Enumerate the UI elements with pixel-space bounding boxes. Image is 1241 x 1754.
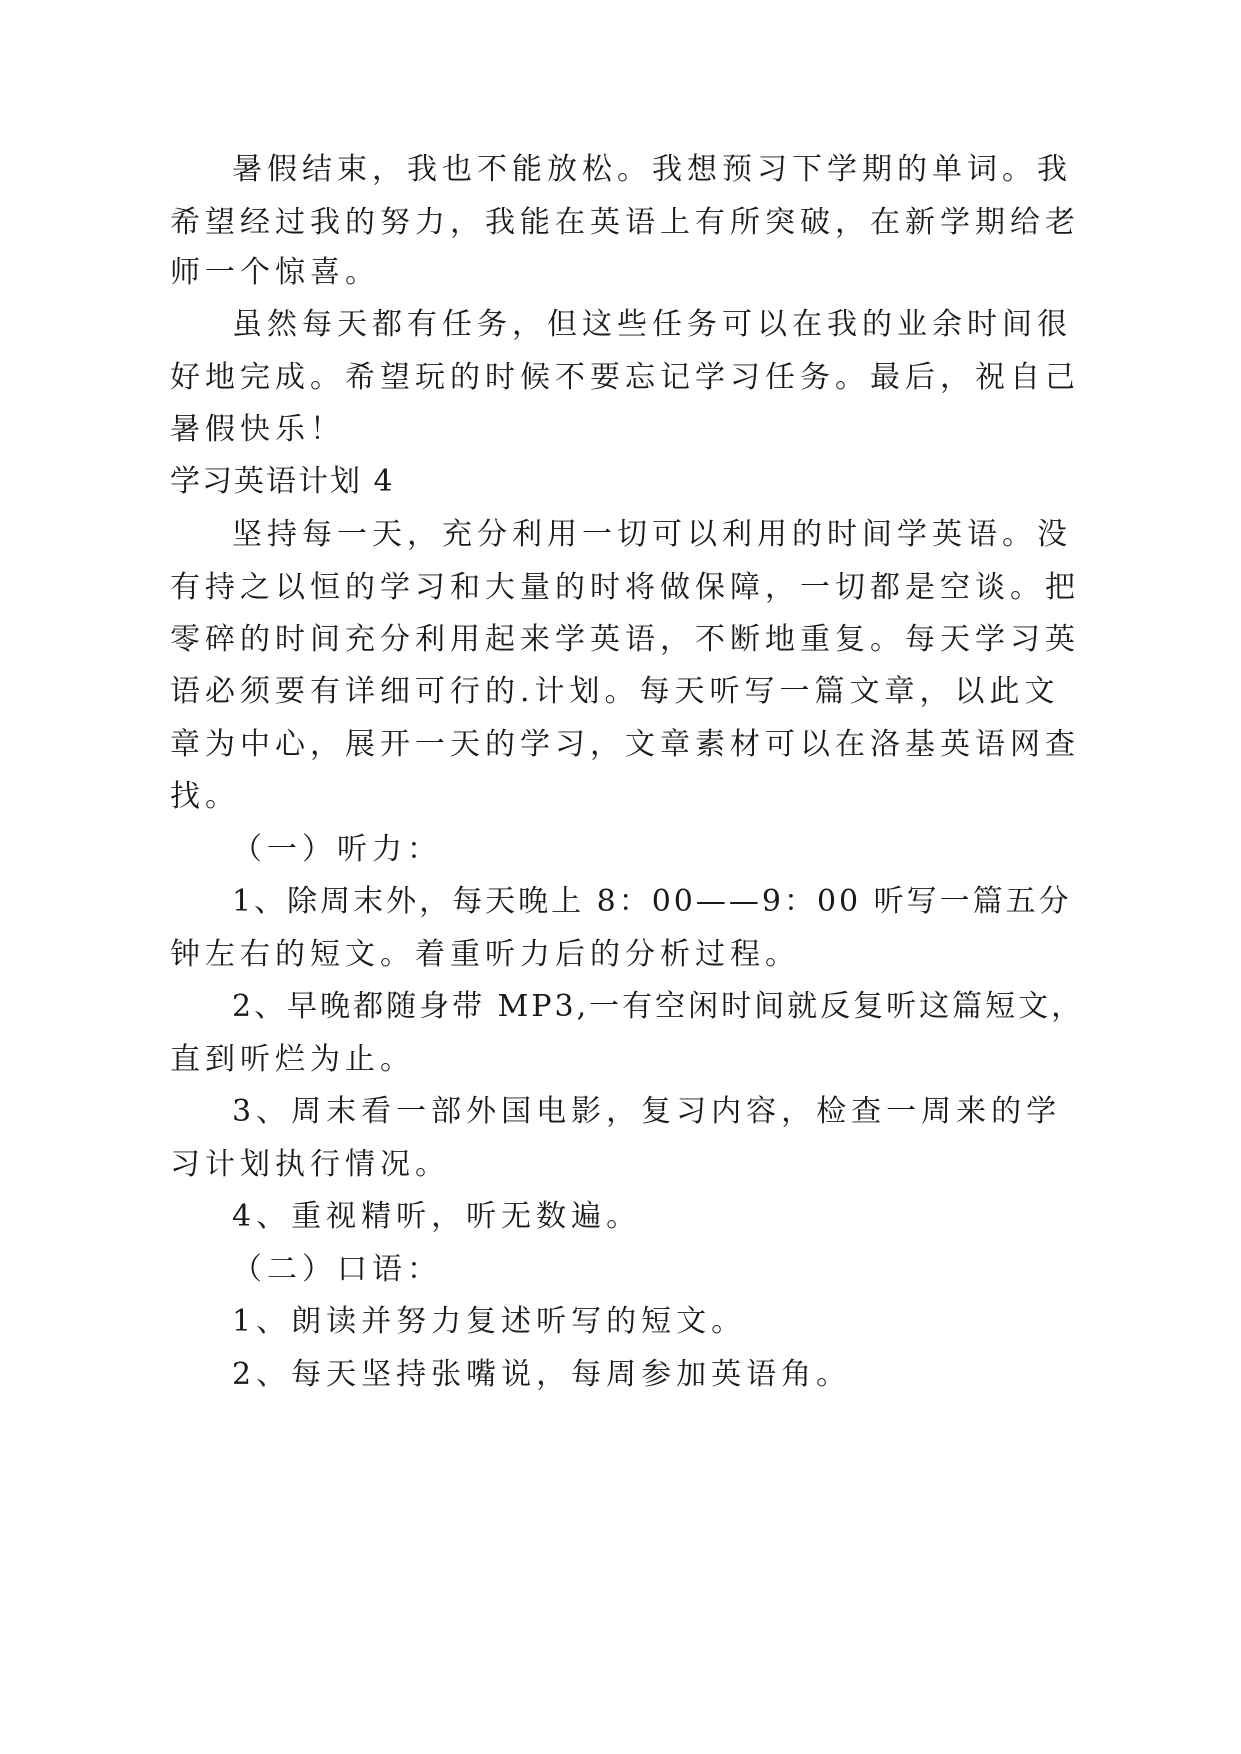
list-item: 4、重视精听，听无数遍。 [232,1199,642,1234]
list-item: 习计划执行情况。 [170,1147,450,1182]
list-item: 3、周末看一部外国电影，复习内容，检查一周来的学 [232,1094,1062,1129]
list-item: 直到听烂为止。 [170,1042,415,1077]
list-item: 2、早晚都随身带 MP3,一有空闲时间就反复听这篇短文， [232,989,1085,1024]
list-item: 1、朗读并努力复述听写的短文。 [232,1304,747,1339]
section-heading: 学习英语计划 4 [170,464,395,499]
text-line: 有持之以恒的学习和大量的时将做保障，一切都是空谈。把 [170,570,1080,605]
list-item: 钟左右的短文。着重听力后的分析过程。 [170,937,800,972]
text-line: 找。 [170,779,240,814]
subsection-heading: （一）听力： [232,832,442,867]
text-line: 语必须要有详细可行的.计划。每天听写一篇文章，以此文 [170,674,1060,709]
text-line: 章为中心，展开一天的学习，文章素材可以在洛基英语网查 [170,727,1080,762]
text-line: 虽然每天都有任务，但这些任务可以在我的业余时间很 [232,307,1072,342]
list-item: 2、每天坚持张嘴说，每周参加英语角。 [232,1357,852,1392]
text-line: 零碎的时间充分利用起来学英语，不断地重复。每天学习英 [170,622,1080,657]
text-line: 暑假快乐！ [170,412,345,447]
text-line: 好地完成。希望玩的时候不要忘记学习任务。最后，祝自己 [170,360,1080,395]
text-line: 坚持每一天，充分利用一切可以利用的时间学英语。没 [232,517,1072,552]
list-item: 1、除周末外，每天晚上 8：00——9：00 听写一篇五分 [232,884,1072,919]
text-line: 暑假结束，我也不能放松。我想预习下学期的单词。我 [232,152,1072,187]
text-line: 希望经过我的努力，我能在英语上有所突破，在新学期给老 [170,205,1080,240]
text-line: 师一个惊喜。 [170,255,380,290]
subsection-heading: （二）口语： [232,1252,442,1287]
